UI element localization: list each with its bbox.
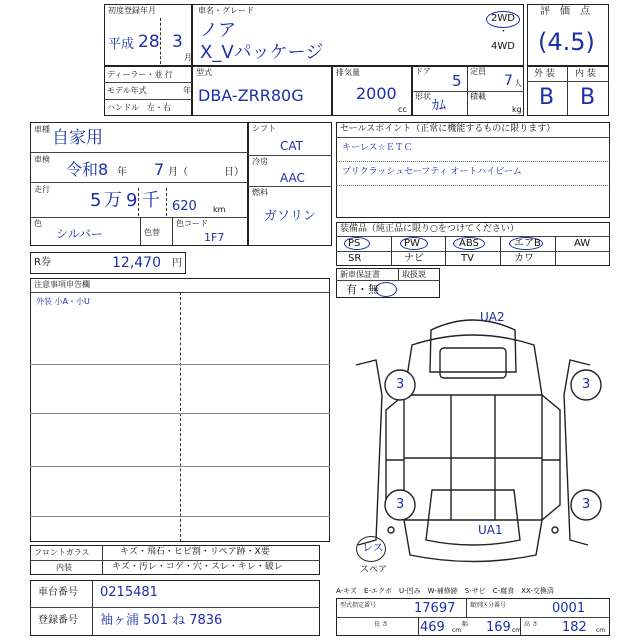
mileage-unit: km — [213, 205, 226, 214]
equip-pw: PW — [404, 238, 420, 249]
mileage-man: 5 — [90, 190, 102, 211]
shape-label: 形状 — [415, 92, 431, 101]
score-value: (4.5) — [538, 28, 595, 56]
shift: CAT — [280, 139, 303, 153]
equip-sr: SR — [348, 253, 362, 264]
inspection-era: 令和8 — [66, 160, 109, 179]
score-label: 評 価 点 — [540, 6, 590, 17]
type-designation: 17697 — [414, 601, 456, 616]
first-registration-label: 初度登録年月 — [108, 6, 156, 15]
height-unit: cm — [596, 627, 606, 634]
drive-2wd: 2WD — [491, 13, 515, 24]
category-label: 類別区分番号 — [470, 602, 507, 609]
equipment-label: 装備品（純正品に限り○をつけてください） — [340, 224, 519, 234]
length-unit: cm — [452, 627, 462, 634]
interior-grade: B — [580, 85, 596, 110]
equip-navi: ナビ — [404, 253, 424, 264]
month-unit: 月 — [184, 53, 192, 62]
interior-condition-label: 内装 — [56, 563, 72, 572]
sales-point-line-1: キーレス☆ＥＴＣ — [342, 143, 413, 153]
model-year-unit: 年 — [183, 86, 191, 95]
recycle-label: R券 — [34, 257, 51, 268]
dealer-label: ディーラー・並 行 — [107, 70, 173, 79]
color-code: 1F7 — [204, 231, 225, 244]
notes-line-1: 外装 小A・小U — [36, 297, 90, 306]
car-name-label: 車名・グレード — [198, 6, 254, 15]
sales-point-line-2: プリクラッシュセーフティ オートハイビーム — [342, 167, 522, 177]
diagram-mark-bottom: UA1 — [478, 523, 503, 537]
recycle-amount: 12,470 — [112, 255, 161, 271]
ac: AAC — [280, 171, 305, 185]
damage-legend: A-キズ E-エクボ U-凹み W-補修跡 S-サビ C-腐食 XX-交換済 — [336, 587, 554, 595]
warranty-label: 新車保証書 — [340, 270, 380, 279]
exterior-label: 外 装 — [534, 69, 555, 79]
color-code-label: 色コード — [176, 219, 208, 228]
interior-condition-text: キズ・汚レ・コゲ・穴・スレ・キレ・破レ — [112, 562, 283, 572]
vehicle-type: 自家用 — [52, 128, 103, 148]
displacement-unit: cc — [398, 105, 407, 114]
inspection-day-unit: 日） — [224, 167, 244, 178]
windshield-text: キズ・飛石・ヒビ割・リペア跡・X要 — [120, 547, 270, 557]
type-designation-label: 型式指定番号 — [340, 602, 377, 609]
mileage-man-unit: 万 — [104, 190, 122, 211]
width-unit: cm — [512, 627, 522, 634]
spare-label: スペア — [360, 565, 388, 575]
doors-label: ドア — [415, 67, 431, 76]
manual-label: 取扱説 — [402, 270, 426, 279]
equip-aw: AW — [574, 238, 591, 249]
tire-fl-depth: 3 — [396, 377, 405, 392]
width: 169 — [486, 620, 511, 635]
inspection-month: 7 — [154, 160, 165, 179]
equip-airbag: エアB — [514, 238, 541, 249]
equip-leather: カワ — [514, 253, 534, 264]
color-label: 色 — [34, 219, 42, 228]
sales-points-label: セールスポイント（正常に機能するものに限ります） — [340, 124, 556, 134]
length-label: 長 さ — [374, 621, 388, 628]
car-name: ノア — [200, 20, 236, 41]
tire-rr-depth: 3 — [582, 497, 591, 512]
load-unit: kg — [512, 105, 522, 114]
shift-label: シフト — [252, 124, 276, 133]
displacement: 2000 — [356, 84, 397, 103]
capacity-label: 定員 — [470, 67, 486, 76]
category: 0001 — [552, 601, 586, 616]
equip-ps: PS — [348, 238, 361, 249]
recycle-unit: 円 — [172, 258, 182, 269]
chassis-label: 車台番号 — [38, 587, 78, 598]
load-label: 積載 — [470, 92, 486, 101]
first-registration-month: 3 — [172, 32, 183, 52]
length: 469 — [420, 620, 445, 635]
diagram-mark-top: UA2 — [480, 310, 505, 324]
plate-label: 登録番号 — [38, 615, 78, 626]
warranty-value: 有・無 — [346, 283, 379, 296]
height-label: 高 さ — [524, 621, 538, 628]
tire-fr-depth: 3 — [582, 377, 591, 392]
recycle-box — [30, 252, 186, 274]
fuel-label: 燃料 — [252, 188, 268, 197]
windshield-label: フロントガラス — [34, 548, 90, 557]
handle-label: ハンドル 左・右 — [107, 103, 171, 112]
mileage-label: 走行 — [34, 185, 50, 194]
color-change-label: 色替 — [144, 228, 160, 237]
inspection-label: 車検 — [34, 155, 50, 164]
first-registration-year: 28 — [138, 32, 160, 52]
color: シルバー — [56, 227, 103, 241]
width-label: 幅 — [462, 621, 469, 628]
spare-mark: レス — [362, 541, 384, 554]
shape: ｶﾑ — [432, 98, 446, 114]
capacity: 7 — [504, 73, 513, 89]
mileage-sen-unit: 千 — [142, 190, 160, 211]
displacement-label: 排気量 — [336, 68, 360, 77]
interior-label: 内 装 — [575, 69, 596, 79]
height: 182 — [562, 620, 587, 635]
equip-abs: ABS — [459, 238, 479, 249]
tire-rl-depth: 3 — [396, 497, 405, 512]
type-label: 型式 — [196, 68, 212, 77]
fuel: ガソリン — [264, 209, 317, 224]
mileage-rest: 620 — [172, 199, 197, 214]
plate-number: 袖ヶ浦 501 ね 7836 — [100, 613, 223, 628]
first-registration-era: 平成 — [108, 37, 135, 52]
inspection-year-unit: 年 — [117, 167, 127, 178]
model-type: DBA-ZRR80G — [198, 86, 304, 105]
chassis-number: 0215481 — [100, 585, 158, 600]
capacity-unit: 人 — [514, 79, 522, 88]
mileage-sen: 9 — [126, 190, 138, 211]
model-year-label: モデル年式 — [107, 86, 147, 95]
drive-4wd: 4WD — [491, 41, 515, 52]
vehicle-type-label: 車種 — [34, 125, 50, 134]
doors: 5 — [452, 72, 462, 90]
ac-label: 冷房 — [252, 157, 268, 166]
notes-label: 注意事項申告欄 — [34, 280, 90, 289]
grade: X_Vパッケージ — [200, 42, 324, 63]
drive-separator: ・ — [499, 27, 509, 37]
equip-tv: TV — [461, 253, 474, 264]
exterior-grade: B — [539, 85, 555, 110]
inspection-month-unit: 月（ — [168, 167, 188, 178]
